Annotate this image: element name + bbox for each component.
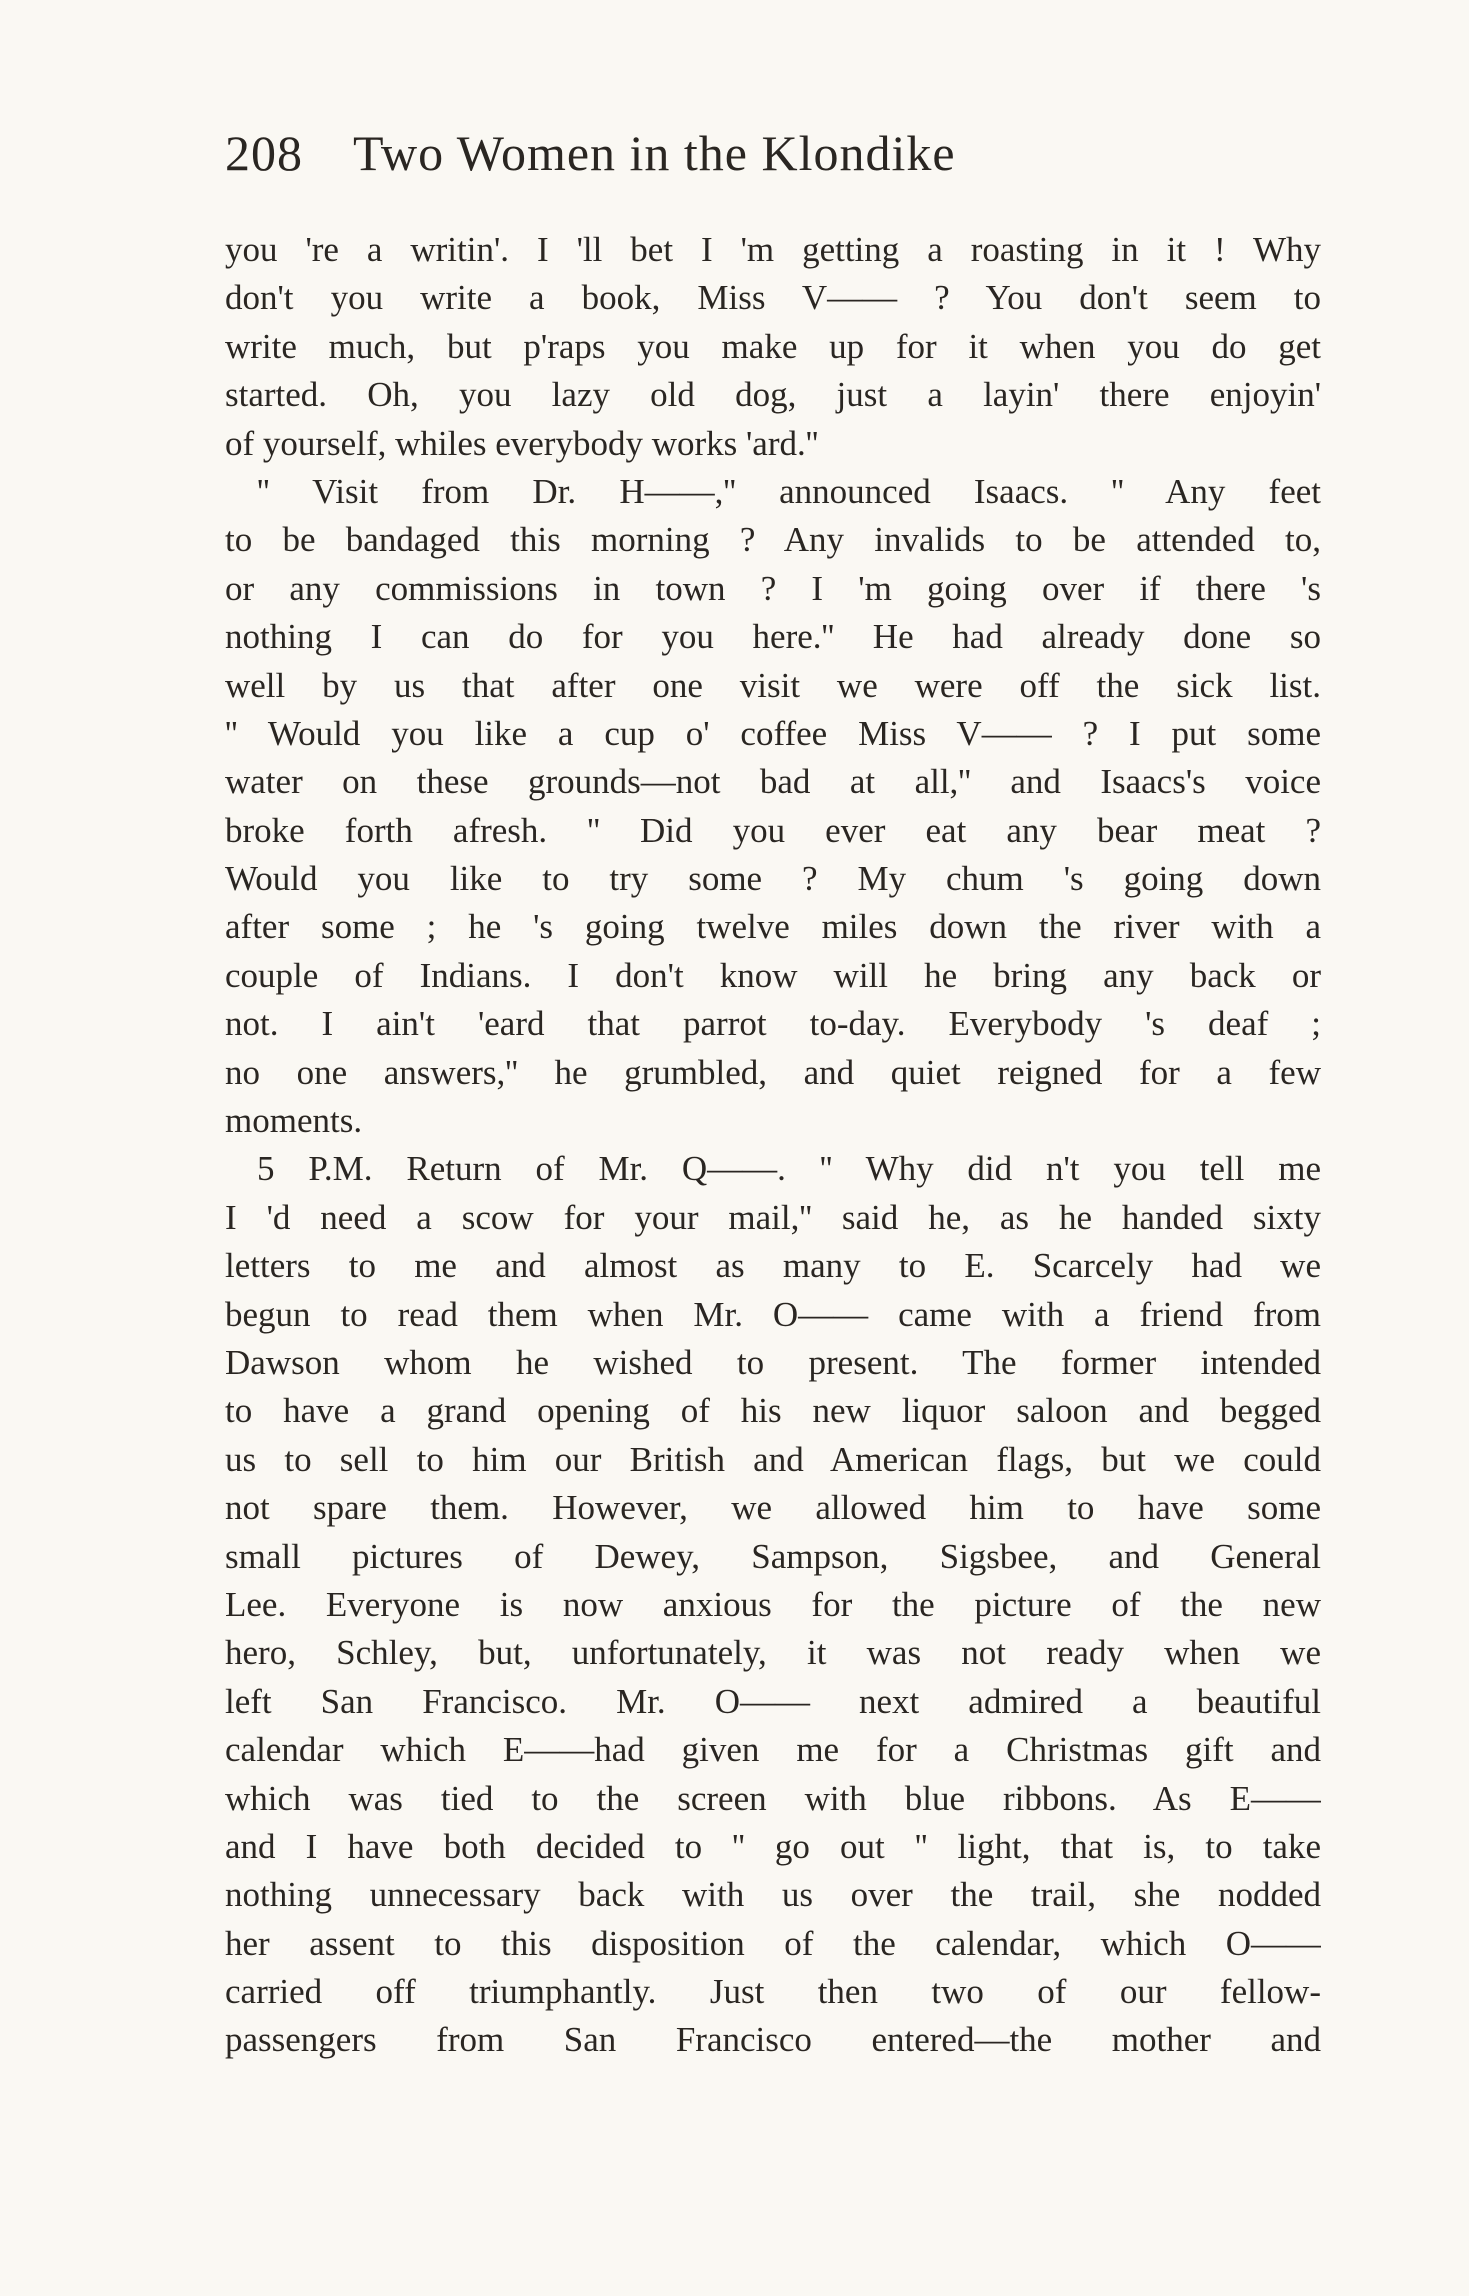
text-line: nothing unnecessary back with us over the trail, she nodded (225, 1875, 1321, 1915)
text-line: carried off triumphantly. Just then two of our fellow- (225, 1972, 1321, 2012)
text-line: you 're a writin'. I 'll bet I 'm getting a roasting in it ! Why (225, 230, 1321, 269)
text-line: after some ; he 's going twelve miles down the river with a (225, 907, 1321, 947)
text-line: moments. (225, 1101, 363, 1141)
text-line: which was tied to the screen with blue ribbons. As E—— (225, 1778, 1321, 1818)
text-line: letters to me and almost as many to E. Scarcely had we (225, 1246, 1321, 1286)
text-line: to be bandaged this morning ? Any invalids to be attended to, (225, 520, 1321, 560)
text-line: her assent to this disposition of the calendar, which O—— (225, 1923, 1321, 1963)
text-line: hero, Schley, but, unfortunately, it was not ready when we (225, 1633, 1321, 1673)
text-line: water on these grounds—not bad at all,'' and Isaacs's voice (225, 762, 1321, 802)
text-line: to have a grand opening of his new liquor saloon and begged (225, 1391, 1321, 1431)
text-line: us to sell to him our British and American flags, but we could (225, 1439, 1321, 1479)
book-title: Two Women in the Klondike (353, 125, 956, 181)
text-line: or any commissions in town ? I 'm going over if there 's (225, 568, 1321, 608)
text-line: well by us that after one visit we were off the sick list. (225, 665, 1321, 705)
text-line: passengers from San Francisco entered—the mother and (225, 2020, 1321, 2060)
text-line: '' Visit from Dr. H——,'' announced Isaacs. '' Any feet (257, 471, 1321, 511)
text-line: started. Oh, you lazy old dog, just a layin' there enjoyin' (225, 375, 1321, 415)
text-line: not spare them. However, we allowed him to have some (225, 1488, 1321, 1528)
text-line: left San Francisco. Mr. O—— next admired a beautiful (225, 1681, 1321, 1721)
text-line: couple of Indians. I don't know will he bring any back or (225, 955, 1321, 995)
running-head (225, 118, 1325, 188)
text-line: Would you like to try some ? My chum 's going down (225, 859, 1321, 899)
text-line: I 'd need a scow for your mail,'' said he, as he handed sixty (225, 1197, 1321, 1237)
text-line: and I have both decided to '' go out '' light, that is, to take (225, 1826, 1321, 1866)
text-line: of yourself, whiles everybody works 'ard.'' (225, 423, 819, 463)
text-line: begun to read them when Mr. O—— came with a friend from (225, 1294, 1321, 1334)
text-line: Dawson whom he wished to present. The former intended (225, 1342, 1321, 1382)
text-line: Lee. Everyone is now anxious for the picture of the new (225, 1584, 1321, 1624)
body-text (225, 226, 1321, 2065)
text-line: calendar which E——had given me for a Christmas gift and (225, 1730, 1321, 1770)
text-line: don't you write a book, Miss V—— ? You don't seem to (225, 278, 1321, 318)
text-line: '' Would you like a cup o' coffee Miss V—— ? I put some (225, 713, 1321, 753)
text-line: broke forth afresh. '' Did you ever eat any bear meat ? (225, 810, 1321, 850)
text-line: nothing I can do for you here.'' He had already done so (225, 617, 1321, 657)
page-number: 208 (225, 125, 303, 181)
text-line: 5 P.M. Return of Mr. Q——. '' Why did n't you tell me (257, 1149, 1321, 1189)
text-line: no one answers,'' he grumbled, and quiet reigned for a few (225, 1052, 1321, 1092)
text-line: not. I ain't 'eard that parrot to-day. Everybody 's deaf ; (225, 1004, 1321, 1044)
text-line: small pictures of Dewey, Sampson, Sigsbee, and General (225, 1536, 1321, 1576)
text-line: write much, but p'raps you make up for it when you do get (225, 326, 1321, 366)
